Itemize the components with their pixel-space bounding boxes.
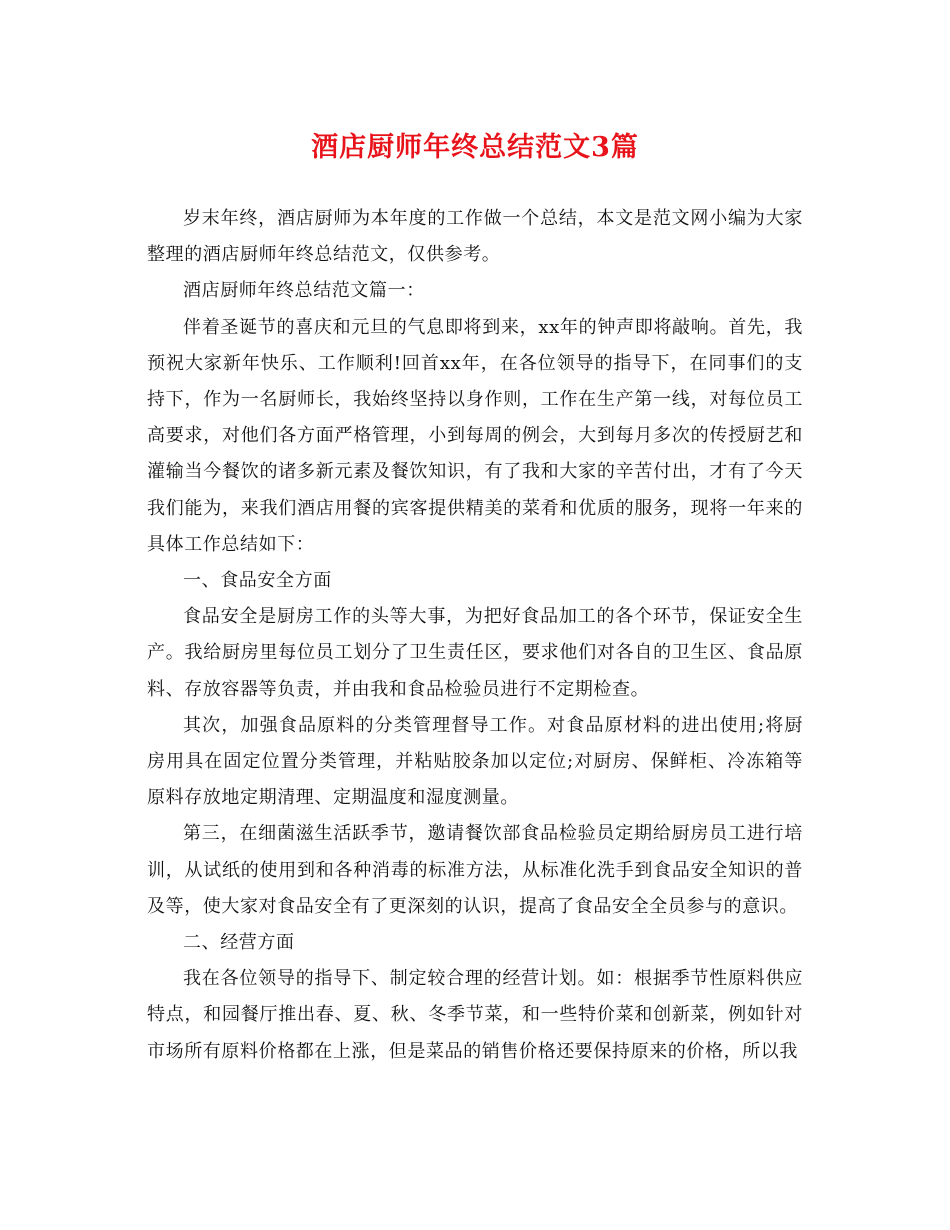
document-body <box>147 201 803 1070</box>
section-heading-part-one: 酒店厨师年终总结范文篇一： <box>183 280 425 302</box>
training-paragraph: 第三，在细菌滋生活跃季节，邀请餐饮部食品检验员定期给厨房员工进行培训，从试纸的使用到和各种消毒的标准方法，从标准化洗手到食品安全知识的普及等，使大家对食品安全有了更深刻的认识，提高了食品安全全员参与的意识。 <box>147 823 803 917</box>
section-heading-operations: 二、经营方面 <box>183 932 295 954</box>
intro-paragraph: 岁末年终，酒店厨师为本年度的工作做一个总结，本文是范文网小编为大家整理的酒店厨师年终总结范文，仅供参考。 <box>147 208 803 266</box>
opening-paragraph: 伴着圣诞节的喜庆和元旦的气息即将到来，xx年的钟声即将敲响。首先，我预祝大家新年快乐、工作顺利!回首xx年，在各位领导的指导下，在同事们的支持下，作为一名厨师长，我始终坚持以身作则，工作在生产第一线，对每位员工高要求，对他们各方面严格管理，小到每周的例会，大到每月多次的传授厨艺和灌输当今餐饮的诸多新元素及餐饮知识，有了我和大家的辛苦付出，才有了今天我们能为，来我们酒店用餐的宾客提供精美的菜肴和优质的服务，现将一年来的具体工作总结如下： <box>147 316 803 555</box>
operations-paragraph: 我在各位领导的指导下、制定较合理的经营计划。如：根据季节性原料供应特点，和园餐厅推出春、夏、秋、冬季节菜，和一些特价菜和创新菜，例如针对市场所有原料价格都在上涨，但是菜品的销售价格还要保持原来的价格，所以我 <box>147 968 803 1062</box>
food-safety-paragraph: 食品安全是厨房工作的头等大事，为把好食品加工的各个环节，保证安全生产。我给厨房里每位员工划分了卫生责任区，要求他们对各自的卫生区、食品原料、存放容器等负责，并由我和食品检验员进行不定期检查。 <box>147 606 803 700</box>
section-heading-food-safety: 一、食品安全方面 <box>183 570 332 592</box>
food-material-management-paragraph: 其次，加强食品原料的分类管理督导工作。对食品原材料的进出使用;将厨房用具在固定位置分类管理，并粘贴胶条加以定位;对厨房、保鲜柜、冷冻箱等原料存放地定期清理、定期温度和湿度测量。 <box>147 714 803 809</box>
document-title: 酒店厨师年终总结范文3篇 <box>311 132 639 163</box>
